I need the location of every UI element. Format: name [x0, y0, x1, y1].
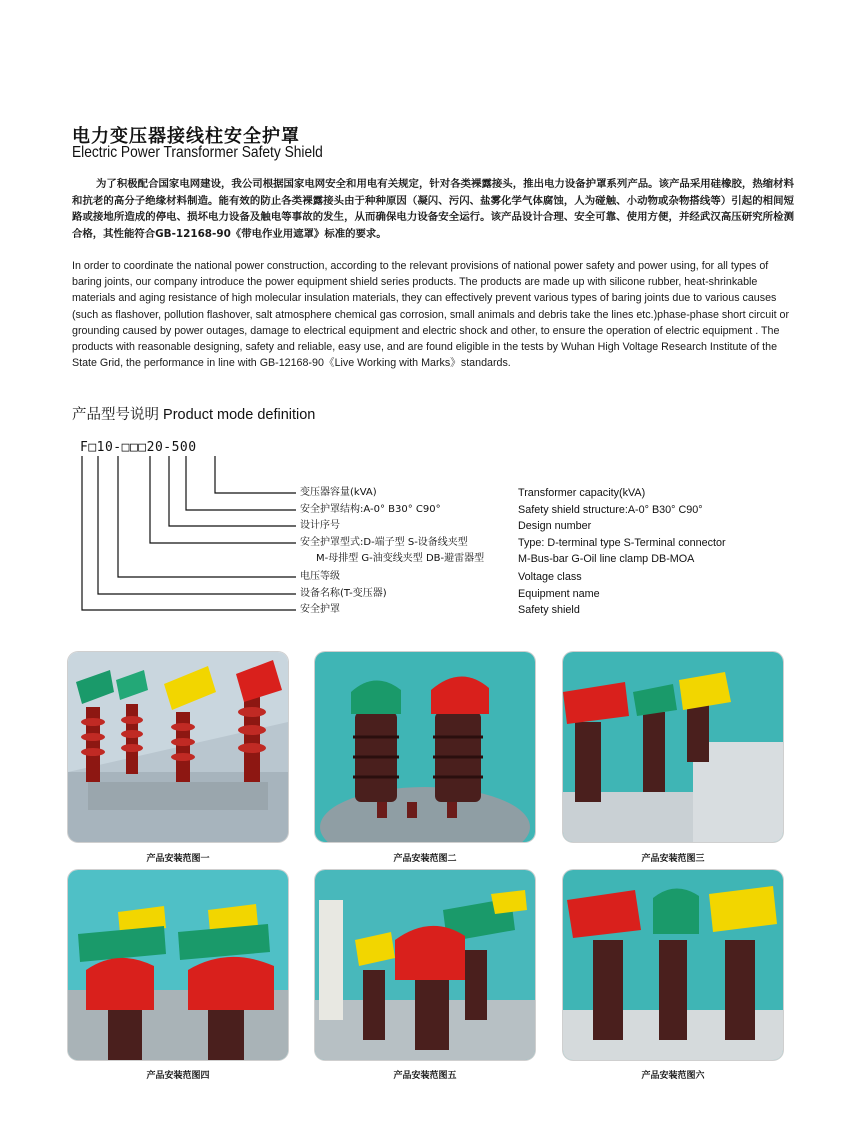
definition-en-capacity: Transformer capacity(kVA)	[518, 487, 646, 499]
section-title-product-mode: 产品型号说明 Product mode definition	[72, 407, 316, 423]
intro-paragraph-english: In order to coordinate the national power construction, according to the relevant provisions of national power safety and power using, for all types of baring joints, our company introduce the power equipment shield series products. The products are made up with silicone rubber, heat-shrinkable materials and aging resistance of high molecular insulation materials, they can effectively prevent various types of baring joints due to various causes (such as flashover, pollution flashover, salt atmosphere chemical gas corrosion, small animals and debris take the lines etc.)phase-phase short circuit or grounding caused by power outages, damage to electrical equipment and electric shock and other, to ensure the operation of electric equipment . The products with reasonable designing, safety and reliable, easy use, and are found eligible in the tests by Wuhan High Voltage Research Institute of the State Grid, the performance in line with GB-12168-90《Live Working with Marks》standards.	[72, 260, 790, 370]
install-photo-4	[68, 870, 288, 1060]
definition-cn-type-more: M-母排型 G-油变线夹型 DB-避雷器型	[316, 553, 485, 564]
definition-en-design-number: Design number	[518, 520, 592, 532]
install-photo-6	[563, 870, 783, 1060]
definition-en-type-more: M-Bus-bar G-Oil line clamp DB-MOA	[518, 553, 695, 565]
definition-cn-equipment: 设备名称(T-变压器)	[300, 588, 387, 599]
definition-cn-design-number: 设计序号	[300, 520, 340, 531]
caption-6: 产品安装范图六	[641, 1071, 705, 1081]
intro-paragraph-chinese: 为了积极配合国家电网建设，我公司根据国家电网安全和用电有关规定，针对各类裸露接头，推出电力设备护罩系列产品。该产品采用硅橡胶，热缩材料和抗老的高分子绝缘材料制造。能有效的防止各类裸露接头由于种种原因（凝闪、污闪、盐雾化学气体腐蚀，人为碰触、小动物或杂物搭线等）引起的相间短路或接地所造成的停电、损坏电力设备及触电等事故的发生，从而确保电力设备安全运行。该产品设计合理、安全可靠、使用方便，并经武汉高压研究所检测合格，其性能符合GB-12168-90《带电作业用遮罩》标准的要求。	[72, 178, 794, 240]
install-photo-5	[315, 870, 535, 1060]
definition-en-structure: Safety shield structure:A-0° B30° C90°	[518, 504, 703, 516]
definition-en-voltage: Voltage class	[518, 571, 582, 583]
definition-cn-type: 安全护罩型式:D-端子型 S-设备线夹型	[300, 537, 468, 548]
model-code: F□10-□□□20-500	[80, 440, 197, 455]
caption-5: 产品安装范图五	[393, 1071, 457, 1081]
definition-en-type: Type: D-terminal type S-Terminal connector	[518, 537, 726, 549]
definition-en-equipment: Equipment name	[518, 588, 600, 600]
install-photo-1	[68, 652, 288, 842]
definition-cn-voltage: 电压等级	[300, 571, 340, 582]
caption-3: 产品安装范图三	[641, 854, 705, 864]
caption-2: 产品安装范图二	[393, 854, 457, 864]
definition-cn-shield: 安全护罩	[300, 604, 340, 615]
install-photo-3	[563, 652, 783, 842]
definition-cn-capacity: 变压器容量(kVA)	[300, 487, 377, 498]
caption-1: 产品安装范图一	[146, 854, 210, 864]
title-chinese: 电力变压器接线柱安全护罩	[72, 126, 300, 147]
caption-4: 产品安装范图四	[146, 1071, 210, 1081]
title-english: Electric Power Transformer Safety Shield	[72, 144, 323, 161]
definition-en-shield: Safety shield	[518, 604, 580, 616]
install-photo-2	[315, 652, 535, 842]
definition-cn-structure: 安全护罩结构:A-0° B30° C90°	[300, 504, 441, 515]
